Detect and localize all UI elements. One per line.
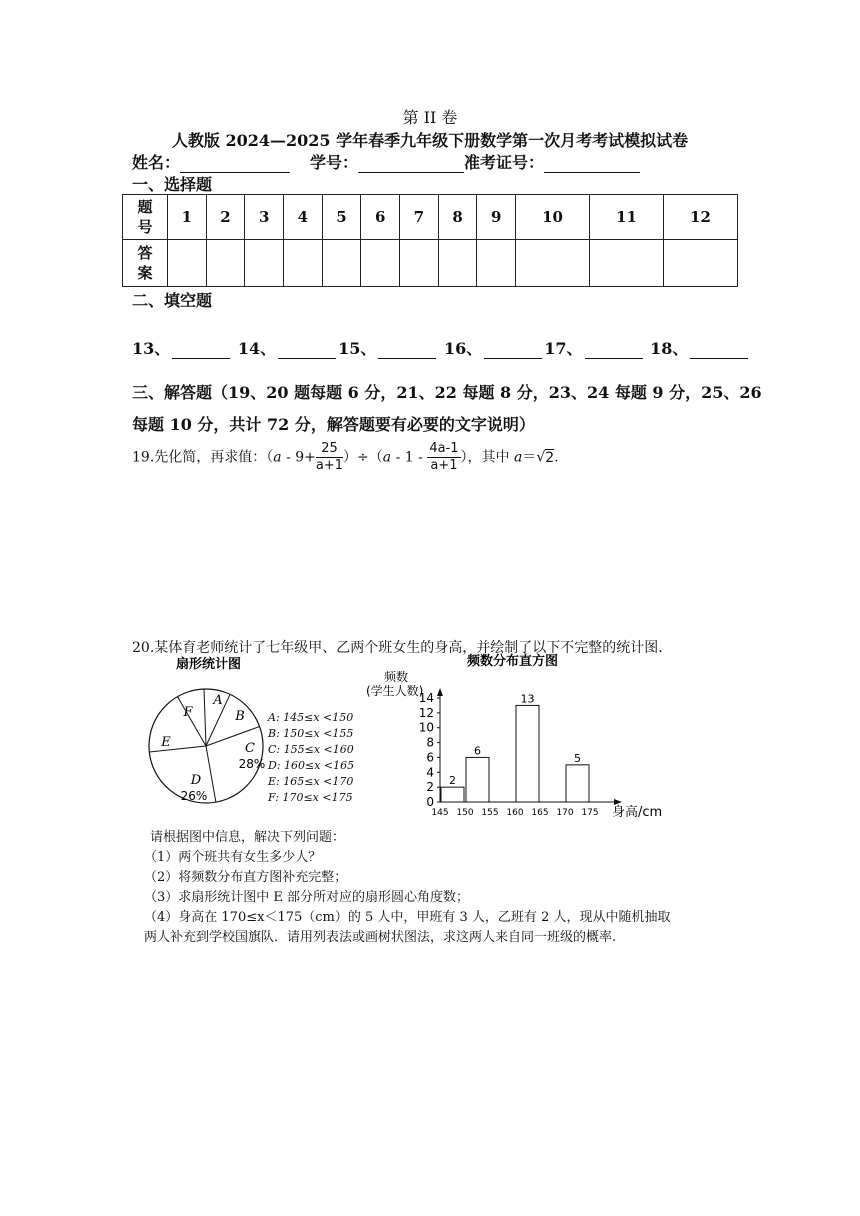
question-number-cell: 5 xyxy=(322,195,361,240)
q20-item-4: （4）身高在 170≤x＜175（cm）的 5 人中，甲班有 3 人，乙班有 2 人，现从中随机抽取 xyxy=(144,910,671,925)
x-tick-label: 155 xyxy=(481,808,499,818)
bar-value-label: 6 xyxy=(474,744,481,758)
pie-slice-percent: 28% xyxy=(238,757,266,771)
row-label-number-text: 题 号 xyxy=(137,198,153,236)
answer-cell[interactable] xyxy=(168,240,207,287)
y-tick-label: 12 xyxy=(418,705,434,720)
fraction-1 xyxy=(316,441,343,474)
question-number-cell: 7 xyxy=(400,195,439,240)
q20-item-1: （1）两个班共有女生多少人？ xyxy=(144,850,322,865)
bar-value-label: 13 xyxy=(520,692,535,706)
question-number-cell: 9 xyxy=(477,195,516,240)
fraction-2 xyxy=(427,441,460,474)
row-label-answer-text: 答 案 xyxy=(137,244,153,282)
q19-end: . xyxy=(554,449,559,466)
x-tick-label: 170 xyxy=(556,808,574,818)
histogram-chart xyxy=(362,650,663,825)
histogram-ylabel-line2: (学生人数) xyxy=(366,684,424,698)
q19-part2: - 1 - xyxy=(391,449,428,466)
q19-suffix: ），其中 xyxy=(460,449,514,466)
histogram-bar xyxy=(441,787,464,802)
fill-blank-14[interactable] xyxy=(278,342,336,359)
student-info-line xyxy=(132,150,640,173)
question-number-cell: 2 xyxy=(206,195,245,240)
answer-cell[interactable] xyxy=(361,240,400,287)
legend-entry: B: 150≤x <155 xyxy=(268,727,354,740)
id-label: 学号： xyxy=(310,153,359,172)
section2-heading: 二、填空题 xyxy=(132,291,213,310)
answer-cell[interactable] xyxy=(284,240,323,287)
exam-blank[interactable] xyxy=(544,156,640,173)
question-number-cell: 1 xyxy=(168,195,207,240)
sqrt-radicand: 2 xyxy=(545,449,555,466)
bar-value-label: 5 xyxy=(574,751,581,765)
bar-value-label: 2 xyxy=(449,774,456,788)
question-19 xyxy=(132,441,559,474)
answer-cell[interactable] xyxy=(438,240,477,287)
pie-chart-title: 扇形统计图 xyxy=(176,657,242,672)
fill-label-16: 16、 xyxy=(444,339,483,358)
section1-heading: 一、选择题 xyxy=(132,175,213,194)
y-axis-arrow-icon xyxy=(437,688,443,696)
histogram-bar xyxy=(566,765,589,802)
answer-cell[interactable] xyxy=(516,240,590,287)
x-tick-label: 150 xyxy=(456,808,474,818)
histogram-ylabel-line1: 频数 xyxy=(384,670,409,684)
equals-sign: ＝ xyxy=(522,449,537,466)
answer-cell[interactable] xyxy=(322,240,361,287)
answer-cell[interactable] xyxy=(663,240,737,287)
fraction-1-denominator: a+1 xyxy=(315,458,344,473)
y-tick-label: 8 xyxy=(426,735,434,750)
answer-cell[interactable] xyxy=(206,240,245,287)
pie-slice-label: F xyxy=(183,705,193,720)
legend-entry: D: 160≤x <165 xyxy=(268,759,355,772)
row-label-number xyxy=(123,195,168,240)
q19-prefix: 19.先化简，再求值：（ xyxy=(132,449,274,466)
fill-label-14: 14、 xyxy=(237,339,277,358)
name-blank[interactable] xyxy=(180,156,290,173)
pie-slices xyxy=(149,689,265,803)
q19-mid: ）÷（ xyxy=(343,449,383,466)
fill-blank-line xyxy=(132,336,750,359)
pie-slice-label: E xyxy=(161,735,171,750)
q20-item-2: （2）将频数分布直方图补充完整； xyxy=(144,870,348,885)
exam-label: 准考证号： xyxy=(464,153,545,172)
answer-cell[interactable] xyxy=(590,240,664,287)
pie-slice-percent: 26% xyxy=(180,789,208,803)
section3-heading-line1: 三、解答题（19、20 题每题 6 分，21、22 每题 8 分，23、24 每题 9 分，25、26 xyxy=(132,383,762,402)
volume-label: 第 II 卷 xyxy=(402,108,458,127)
question-number-cell: 3 xyxy=(245,195,284,240)
fill-blank-18[interactable] xyxy=(690,342,748,359)
fraction-1-numerator: 25 xyxy=(316,441,343,458)
q20-item-3: （3）求扇形统计图中 E 部分所对应的扇形圆心角度数； xyxy=(144,890,470,905)
fill-blank-17[interactable] xyxy=(585,342,643,359)
q20-prompt: 请根据图中信息，解决下列问题： xyxy=(150,830,346,845)
histogram-marks xyxy=(419,688,662,820)
pie-slice-label: B xyxy=(235,709,245,724)
x-tick-label: 175 xyxy=(581,808,599,818)
answer-table xyxy=(122,194,738,287)
pie-slice-label: C xyxy=(245,741,255,756)
fill-blank-15[interactable] xyxy=(378,342,436,359)
fill-label-17: 17、 xyxy=(544,339,583,358)
paper-title: 人教版 2024—2025 学年春季九年级下册数学第一次月考考试模拟试卷 xyxy=(171,131,689,150)
q19-part1: - 9+ xyxy=(281,449,316,466)
pie-slice-boundary xyxy=(206,746,216,802)
legend-entry: F: 170≤x <175 xyxy=(268,791,353,804)
histogram-bar xyxy=(466,757,489,802)
y-tick-label: 10 xyxy=(418,720,434,735)
question-number-cell: 8 xyxy=(438,195,477,240)
x-tick-label: 145 xyxy=(431,808,449,818)
legend-entry: E: 165≤x <170 xyxy=(268,775,354,788)
x-axis-label: 身高/cm xyxy=(612,805,663,820)
question-number-cell: 11 xyxy=(590,195,664,240)
x-tick-label: 165 xyxy=(531,808,549,818)
pie-slice-label: D xyxy=(190,773,202,788)
row-label-answer xyxy=(123,240,168,287)
fill-blank-16[interactable] xyxy=(484,342,542,359)
pie-slice-boundary xyxy=(149,746,206,752)
y-tick-label: 6 xyxy=(426,750,434,765)
name-label: 姓名： xyxy=(132,153,181,172)
fill-label-13: 13、 xyxy=(132,339,171,358)
y-tick-label: 14 xyxy=(418,691,434,705)
y-tick-label: 0 xyxy=(426,795,434,809)
fill-label-15: 15、 xyxy=(338,339,377,358)
legend-entry: C: 155≤x <160 xyxy=(268,743,354,756)
section3-heading-line2: 每题 10 分，共计 72 分，解答题要有必要的文字说明） xyxy=(132,415,535,434)
histogram-title: 频数分布直方图 xyxy=(467,654,559,669)
question-number-cell: 10 xyxy=(516,195,590,240)
pie-legend xyxy=(268,710,354,806)
pie-slice-boundary xyxy=(204,689,206,746)
pie-slice-label: A xyxy=(213,693,223,708)
question-20-intro: 20.某体育老师统计了七年级甲、乙两个班女生的身高，并绘制了以下不完整的统计图. xyxy=(132,640,663,656)
legend-entry: A: 145≤x <150 xyxy=(268,711,354,724)
histogram-bar xyxy=(516,705,539,802)
var-a: a xyxy=(382,449,392,466)
answer-cell[interactable] xyxy=(477,240,516,287)
question-number-cell: 6 xyxy=(361,195,400,240)
id-blank[interactable] xyxy=(358,156,464,173)
fraction-2-denominator: a+1 xyxy=(430,458,458,473)
var-a: a xyxy=(513,449,523,466)
y-tick-label: 4 xyxy=(426,765,434,780)
var-a: a xyxy=(273,449,282,466)
answer-cell[interactable] xyxy=(400,240,439,287)
sqrt-icon: √ xyxy=(536,449,546,466)
question-number-cell: 4 xyxy=(284,195,323,240)
answer-cell[interactable] xyxy=(245,240,284,287)
y-tick-label: 2 xyxy=(426,780,434,795)
q20-item-5: 两人补充到学校国旗队．请用列表法或画树状图法，求这两人来自同一班级的概率. xyxy=(144,930,617,945)
fill-label-18: 18、 xyxy=(650,339,689,358)
fill-blank-13[interactable] xyxy=(172,342,230,359)
x-tick-label: 160 xyxy=(506,808,524,818)
fraction-2-numerator: 4a-1 xyxy=(429,441,459,456)
question-number-cell: 12 xyxy=(663,195,737,240)
